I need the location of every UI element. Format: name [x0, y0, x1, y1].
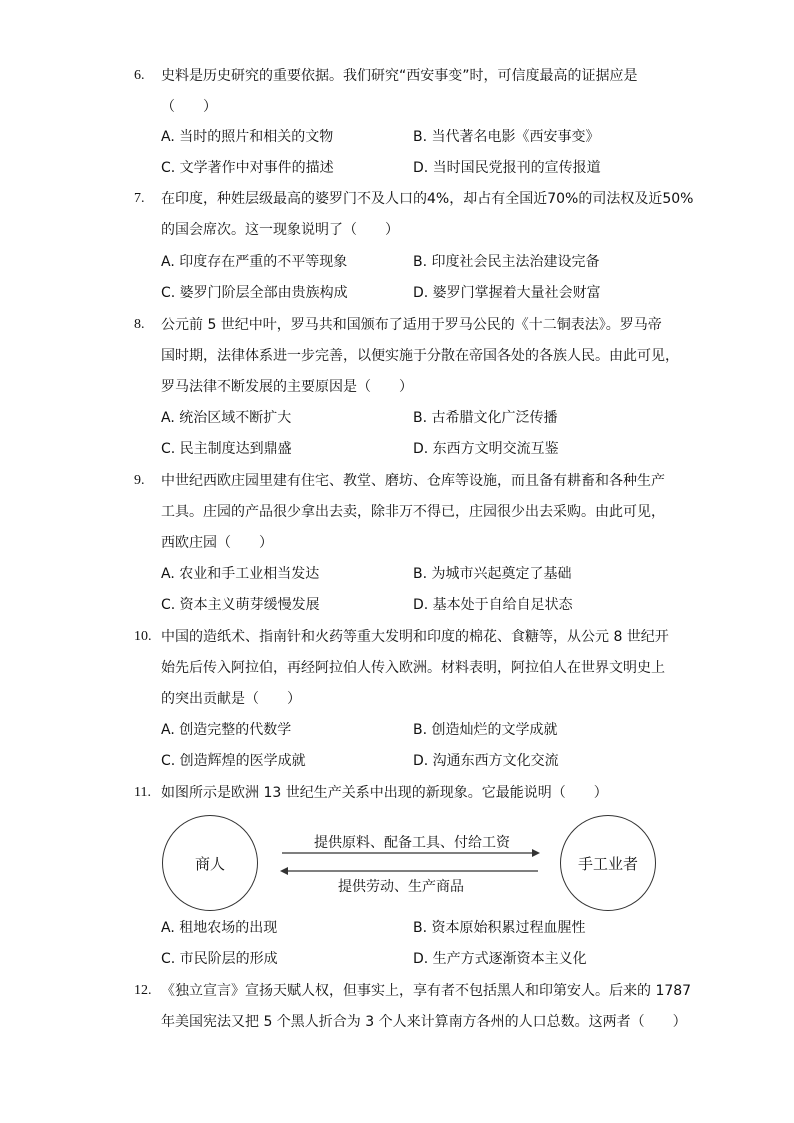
option-b[interactable]: B. 创造灿烂的文学成就	[413, 722, 558, 738]
option-c[interactable]: C. 文学著作中对事件的描述	[161, 160, 334, 176]
option-c[interactable]: C. 资本主义萌芽缓慢发展	[161, 597, 320, 613]
option-a[interactable]: A. 统治区域不断扩大	[161, 410, 292, 426]
option-b[interactable]: B. 为城市兴起奠定了基础	[413, 566, 572, 582]
artisan-label: 手工业者	[577, 854, 638, 873]
question-line: （ ）	[161, 99, 217, 115]
question-number: 12.	[134, 983, 152, 998]
question-text	[161, 976, 692, 1038]
bottom-arrow-label: 提供劳动、生产商品	[338, 879, 464, 895]
option-c[interactable]: C. 创造辉煌的医学成就	[161, 753, 306, 769]
question-line: 中国的造纸术、指南针和火药等重大发明和印度的棉花、食糖等，从公元 8 世纪开	[161, 629, 669, 645]
option-d[interactable]: D. 婆罗门掌握着大量社会财富	[413, 285, 601, 301]
option-b[interactable]: B. 古希腊文化广泛传播	[413, 410, 558, 426]
option-d[interactable]: D. 沟通东西方文化交流	[413, 753, 559, 769]
merchant-label: 商人	[194, 854, 225, 873]
option-c[interactable]: C. 民主制度达到鼎盛	[161, 441, 292, 457]
question-text	[161, 184, 694, 246]
question-number: 10.	[134, 629, 152, 644]
question-line: 中世纪西欧庄园里建有住宅、教堂、磨坊、仓库等设施，而且备有耕畜和各种生产	[161, 473, 665, 489]
question-line: 《独立宣言》宣扬天赋人权，但事实上，享有者不包括黑人和印第安人。后来的 1787	[161, 983, 692, 999]
question-line: 公元前 5 世纪中叶，罗马共和国颁布了适用于罗马公民的《十二铜表法》。罗马帝	[161, 317, 662, 333]
relationship-diagram	[160, 813, 660, 913]
question-text	[161, 622, 681, 715]
option-c[interactable]: C. 婆罗门阶层全部由贵族构成	[161, 285, 348, 301]
question-line: 西欧庄园（ ）	[161, 535, 273, 551]
question-line: 如图所示是欧洲 13 世纪生产关系中出现的新现象。它最能说明（ ）	[161, 785, 608, 801]
question-number: 6.	[134, 68, 145, 83]
question-line: 罗马法律不断发展的主要原因是（ ）	[161, 379, 413, 395]
question-number: 7.	[134, 191, 145, 206]
question-number: 11.	[134, 785, 151, 800]
question-line: 在印度，种姓层级最高的婆罗门不及人口的4%，却占有全国近70%的司法权及近50%	[161, 191, 694, 207]
option-d[interactable]: D. 生产方式逐渐资本主义化	[413, 951, 587, 967]
top-arrow-label: 提供原料、配备工具、付给工资	[314, 835, 510, 851]
option-c[interactable]: C. 市民阶层的形成	[161, 951, 278, 967]
question-line: 工具。庄园的产品很少拿出去卖，除非万不得已，庄园很少出去采购。由此可见，	[161, 504, 665, 520]
bottom-arrow-head	[280, 867, 288, 875]
question-line: 国时期，法律体系进一步完善，以便实施于分散在帝国各处的各族人民。由此可见，	[161, 348, 679, 364]
top-arrow-head	[532, 849, 540, 857]
option-b[interactable]: B. 资本原始积累过程血腥性	[413, 920, 586, 936]
question-line: 始先后传入阿拉伯，再经阿拉伯人传入欧洲。材料表明，阿拉伯人在世界文明史上	[161, 660, 665, 676]
option-d[interactable]: D. 基本处于自给自足状态	[413, 597, 573, 613]
question-text	[161, 466, 681, 559]
question-number: 9.	[134, 473, 145, 488]
question-text	[161, 778, 681, 809]
option-d[interactable]: D. 当时国民党报刊的宣传报道	[413, 160, 601, 176]
option-b[interactable]: B. 当代著名电影《西安事变》	[413, 129, 600, 145]
option-b[interactable]: B. 印度社会民主法治建设完备	[413, 254, 600, 270]
question-line: 年美国宪法又把 5 个黑人折合为 3 个人来计算南方各州的人口总数。这两者（ ）	[161, 1014, 687, 1030]
option-a[interactable]: A. 农业和手工业相当发达	[161, 566, 320, 582]
option-d[interactable]: D. 东西方文明交流互鉴	[413, 441, 559, 457]
option-a[interactable]: A. 印度存在严重的不平等现象	[161, 254, 348, 270]
question-text	[161, 61, 681, 123]
option-a[interactable]: A. 租地农场的出现	[161, 920, 278, 936]
question-line: 的国会席次。这一现象说明了（ ）	[161, 222, 399, 238]
question-line: 史料是历史研究的重要依据。我们研究“西安事变”时，可信度最高的证据应是	[161, 68, 638, 84]
option-a[interactable]: A. 当时的照片和相关的文物	[161, 129, 334, 145]
question-text	[161, 310, 681, 403]
question-line: 的突出贡献是（ ）	[161, 691, 301, 707]
option-a[interactable]: A. 创造完整的代数学	[161, 722, 292, 738]
arrows	[160, 813, 660, 913]
question-number: 8.	[134, 317, 145, 332]
